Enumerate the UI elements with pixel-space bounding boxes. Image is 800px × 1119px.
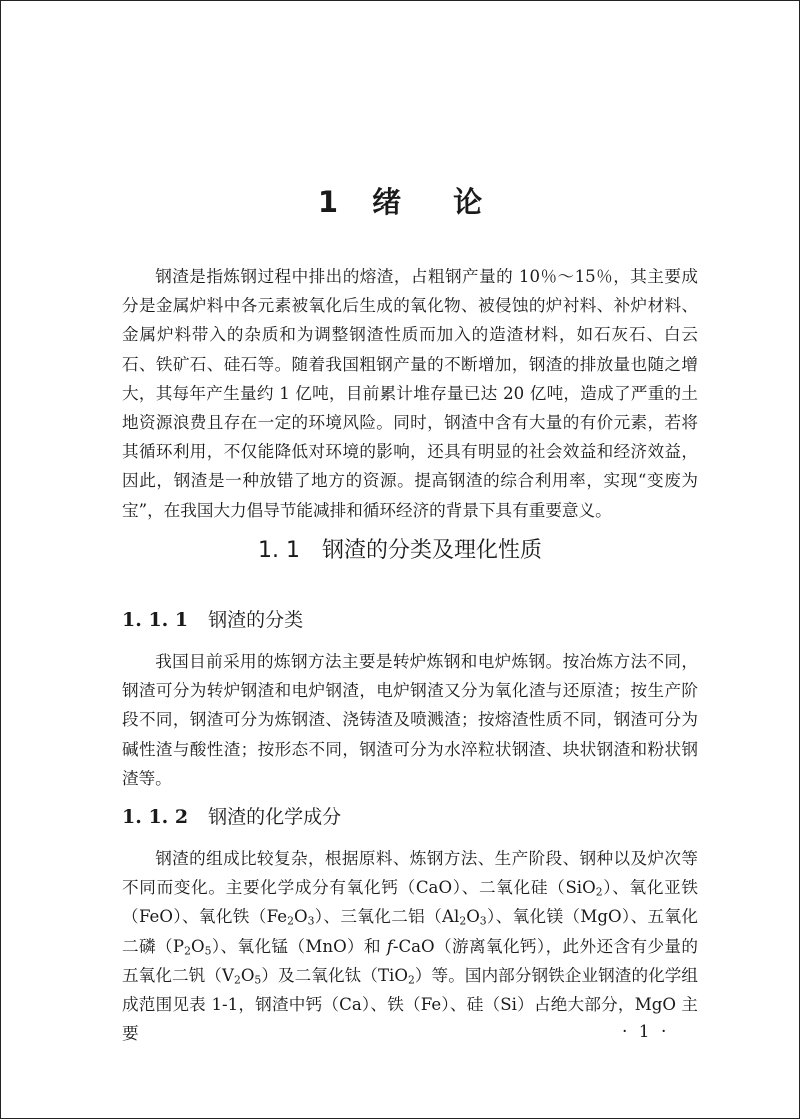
chapter-number: 1 (317, 185, 339, 219)
subsection-number: 1. 1. 2 (122, 806, 189, 828)
section-heading (0, 533, 800, 564)
section-title: 钢渣的分类及理化性质 (321, 538, 542, 563)
subscript: 2 (407, 973, 415, 987)
subsection-title: 钢渣的分类 (208, 609, 304, 631)
subscript: 5 (254, 973, 262, 987)
subscript: 2 (595, 885, 603, 899)
subscript: 3 (307, 915, 315, 929)
subsection-title: 钢渣的化学成分 (208, 806, 342, 828)
subscript: 2 (184, 944, 191, 958)
section-number: 1. 1 (258, 538, 300, 563)
subscript: 2 (287, 915, 294, 929)
page-number: · 1 · (622, 1022, 670, 1042)
subsection-number: 1. 1. 1 (122, 609, 189, 631)
chapter-title-char-1: 绪 (372, 185, 402, 219)
subscript: 2 (459, 915, 467, 929)
subsection-heading-1-1-1 (122, 605, 303, 632)
chapter-title-char-2: 论 (453, 185, 483, 219)
classification-paragraph: 我国目前采用的炼钢方法主要是转炉炼钢和电炉炼钢。按冶炼方法不同，钢渣可分为转炉钢渣和电炉钢渣，电炉钢渣又分为氧化渣与还原渣；按生产阶段不同，钢渣可分为炼钢渣、浇铸渣及喷溅渣；按熔渣性质不同，钢渣可分为碱性渣与酸性渣；按形态不同，钢渣可分为水淬粒状钢渣、块状钢渣和粉状钢渣等。 (122, 652, 698, 788)
intro-paragraph: 钢渣是指炼钢过程中排出的熔渣，占粗钢产量的 10％～15％，其主要成分是金属炉料中各元素被氧化后生成的氧化物、被侵蚀的炉衬料、补炉材料、金属炉料带入的杂质和为调整钢渣性质而加入的造渣材料，如石灰石、白云石、铁矿石、硅石等。随着我国粗钢产量的不断增加，钢渣的排放量也随之增大，其每年产生量约 1 亿吨，目前累计堆存量已达 20 亿吨，造成了严重的土地资源浪费且存在一定的环境风险。同时，钢渣中含有大量的有价元素，若将其循环利用，不仅能降低对环境的影响，还具有明显的社会效益和经济效益，因此，钢渣是一种放错了地方的资源。提高钢渣的综合利用率，实现“变废为宝”，在我国大力倡导节能减排和循环经济的背景下具有重要意义。 (122, 267, 698, 520)
subscript: 3 (479, 915, 487, 929)
subsection-heading-1-1-2 (122, 802, 341, 829)
subscript: 2 (233, 973, 241, 987)
chapter-title (0, 180, 800, 221)
subscript: 5 (204, 944, 212, 958)
chemical-composition-paragraph: 钢渣的组成比较复杂，根据原料、炼钢方法、生产阶段、钢种以及炉次等不同而变化。主要化学成分有氧化钙（CaO）、二氧化硅（SiO$_2$）、氧化亚铁（FeO）、氧化铁$(Fe_2O_3)$、三氧化二铝$(Al_2O_3)$、氧化镁（MgO）、五氧化二磷$(P_2O_5)$、氧化锰（MnO）和 f-CaO（游离氧化钙），此外还含有少量的五氧化二钒$(V_2O_5)$及二氧化钛（TiO$_2$）等。国内部分钢铁企业钢渣的化学组成范围见表 1-1，钢渣中钙（Ca）、铁（Fe）、硅（Si）占绝大部分，MgO 主要 (122, 849, 699, 1044)
